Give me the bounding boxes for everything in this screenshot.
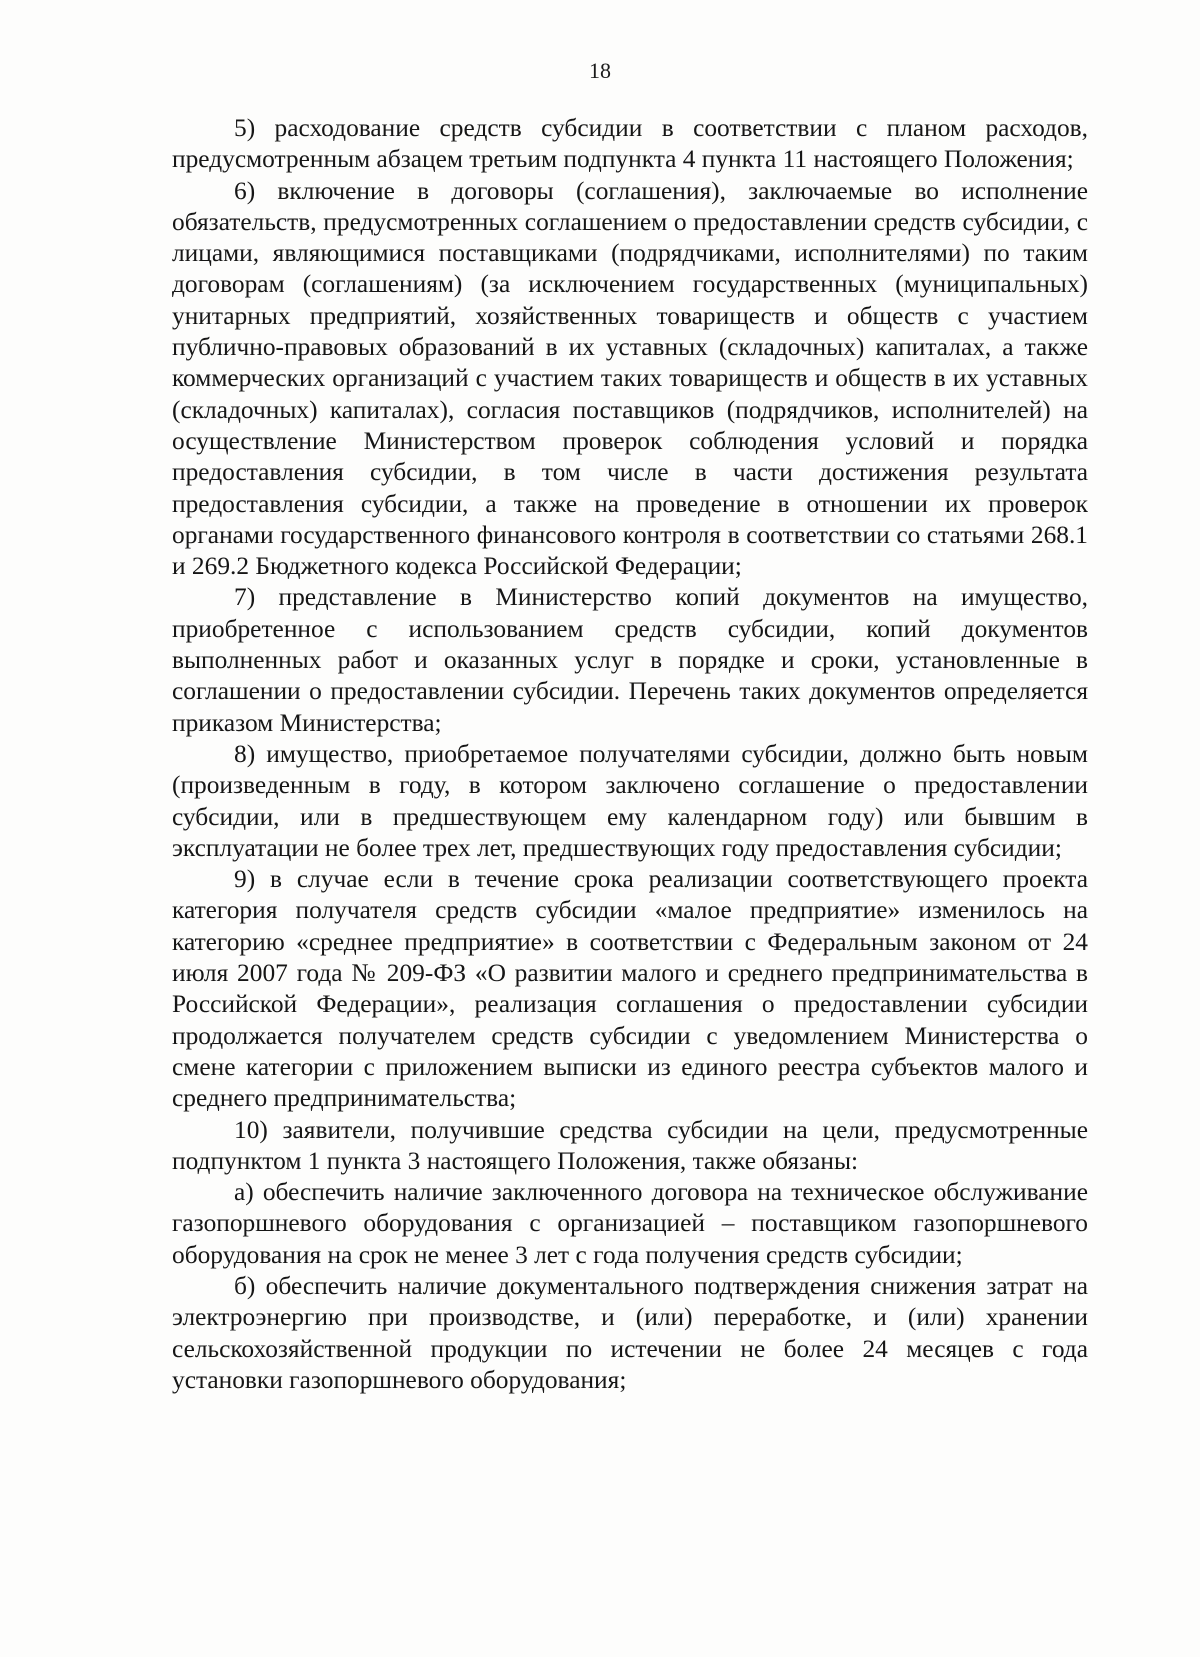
document-body (172, 113, 1088, 1396)
paragraph-item-5: 5) расходование средств субсидии в соответствии с планом расходов, предусмотренным абзацем третьим подпункта 4 пункта 11 настоящего Положения; (172, 114, 1088, 174)
paragraph-item-7: 7) представление в Министерство копий документов на имущество, приобретенное с использованием средств субсидии, копий документов выполненных работ и оказанных услуг в порядке и сроки, установленные в соглашении о предоставлении субсидии. Перечень таких документов определяется приказом Министерства; (172, 583, 1088, 737)
paragraph-subitem-a: а) обеспечить наличие заключенного договора на техническое обслуживание газопоршневого оборудования с организацией – поставщиком газопоршневого оборудования на срок не менее 3 лет с года получения средств субсидии; (172, 1178, 1088, 1269)
paragraph-item-10: 10) заявители, получившие средства субсидии на цели, предусмотренные подпунктом 1 пункта 3 настоящего Положения, также обязаны: (172, 1115, 1088, 1175)
paragraph-subitem-b: б) обеспечить наличие документального подтверждения снижения затрат на электроэнергию при производстве, и (или) переработке, и (или) хранении сельскохозяйственной продукции по истечении не более 24 месяцев с года установки газопоршневого оборудования; (172, 1271, 1088, 1394)
paragraph-item-8: 8) имущество, приобретаемое получателями субсидии, должно быть новым (произведенным в году, в котором заключено соглашение о предоставлении субсидии, или в предшествующем ему календарном году) или бывшим в эксплуатации не более трех лет, предшествующих году предоставления субсидии; (172, 739, 1088, 862)
paragraph-item-6: 6) включение в договоры (соглашения), заключаемые во исполнение обязательств, предусмотренных соглашением о предоставлении средств субсидии, с лицами, являющимися поставщиками (подрядчиками, исполнителями) по таким договорам (соглашениям) (за исключением государственных (муниципальных) унитарных предприятий, хозяйственных товариществ и обществ с участием публично-правовых образований в их уставных (складочных) капиталах, а также коммерческих организаций с участием таких товариществ и обществ в их уставных (складочных) капиталах), согласия поставщиков (подрядчиков, исполнителей) на осуществление Министерством проверок соблюдения условий и порядка предоставления субсидии, в том числе в части достижения результата предоставления субсидии, а также на проведение в отношении их проверок органами государственного финансового контроля в соответствии со статьями 268.1 и 269.2 Бюджетного кодекса Российской Федерации; (172, 176, 1088, 581)
page-number: 18 (589, 58, 611, 83)
paragraph-item-9: 9) в случае если в течение срока реализации соответствующего проекта категория получателя средств субсидии «малое предприятие» изменилось на категорию «среднее предприятие» в соответствии с Федеральным законом от 24 июля 2007 года № 209-ФЗ «О развитии малого и среднего предпринимательства в Российской Федерации», реализация соглашения о предоставлении субсидии продолжается получателем средств субсидии с уведомлением Министерства о смене категории с приложением выписки из единого реестра субъектов малого и среднего предпринимательства; (172, 865, 1088, 1113)
